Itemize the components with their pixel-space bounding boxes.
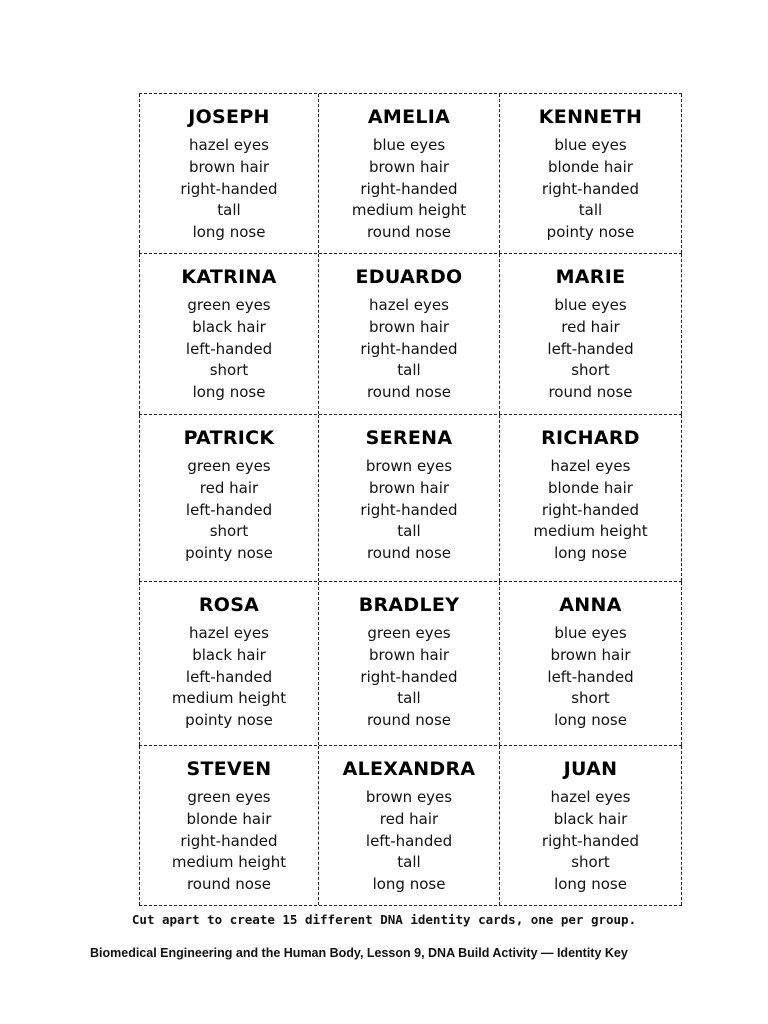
card-trait: hazel eyes [189, 136, 269, 154]
card-trait: long nose [554, 711, 627, 730]
card-trait: blue eyes [372, 136, 446, 154]
card-trait: pointy nose [185, 544, 273, 563]
card-trait: long nose [554, 544, 627, 563]
card-trait: brown hair [368, 317, 450, 336]
card-traits [140, 135, 318, 244]
identity-card [319, 254, 500, 414]
card-trait: black hair [192, 645, 266, 664]
card-trait: right-handed [360, 667, 458, 686]
card-traits [319, 295, 499, 404]
card-trait: blonde hair [548, 478, 633, 497]
card-row [139, 93, 682, 254]
card-trait: tall [578, 201, 603, 220]
card-trait: medium height [533, 522, 648, 541]
card-trait: round nose [366, 223, 452, 242]
card-trait: medium height [171, 689, 287, 708]
card-traits [140, 295, 318, 404]
card-trait: pointy nose [185, 711, 273, 730]
card-traits [500, 135, 681, 244]
card-trait: blue eyes [554, 296, 627, 314]
card-traits [140, 787, 318, 896]
card-trait: right-handed [180, 179, 278, 198]
card-traits [500, 787, 681, 896]
card-name: JUAN [563, 758, 618, 780]
page-footer: Biomedical Engineering and the Human Body, Lesson 9, DNA Build Activity — Identity Key [90, 946, 628, 960]
card-row [139, 254, 682, 415]
identity-card [500, 415, 682, 581]
identity-card-grid [139, 93, 682, 906]
card-trait: green eyes [367, 624, 451, 642]
card-trait: tall [397, 522, 421, 541]
cut-instruction: Cut apart to create 15 different DNA identity cards, one per group. [131, 912, 637, 927]
card-trait: green eyes [187, 457, 271, 475]
card-trait: left-handed [365, 831, 453, 850]
card-trait: right-handed [360, 500, 458, 519]
card-trait: round nose [186, 875, 272, 894]
card-trait: red hair [199, 478, 259, 497]
card-trait: brown eyes [365, 788, 453, 806]
card-trait: right-handed [360, 179, 458, 198]
card-trait: red hair [379, 809, 439, 828]
card-traits [319, 787, 499, 896]
card-traits [140, 456, 318, 565]
card-trait: left-handed [547, 339, 634, 358]
card-trait: tall [397, 689, 421, 708]
card-trait: round nose [366, 711, 452, 730]
card-trait: short [209, 522, 249, 541]
identity-card [319, 94, 500, 253]
identity-card [500, 746, 682, 905]
identity-card [319, 746, 500, 905]
card-name: JOSEPH [188, 106, 270, 128]
card-trait: brown hair [368, 645, 450, 664]
identity-card [139, 746, 319, 905]
identity-card [319, 582, 500, 745]
card-name: SERENA [365, 427, 453, 449]
card-row [139, 582, 682, 746]
identity-card [139, 415, 319, 581]
card-name: ALEXANDRA [342, 758, 476, 780]
card-traits [500, 456, 681, 565]
card-trait: hazel eyes [369, 296, 449, 314]
card-trait: left-handed [185, 339, 273, 358]
card-trait: long nose [192, 223, 266, 242]
card-name: ANNA [559, 594, 622, 616]
card-trait: long nose [192, 383, 266, 402]
card-trait: tall [397, 361, 421, 380]
card-trait: tall [217, 201, 241, 220]
card-trait: brown eyes [365, 457, 453, 475]
card-trait: right-handed [541, 179, 640, 198]
card-trait: round nose [548, 383, 633, 402]
identity-card [139, 254, 319, 414]
card-name: BRADLEY [358, 594, 460, 616]
card-trait: round nose [366, 383, 452, 402]
card-trait: right-handed [360, 339, 458, 358]
card-name: KATRINA [181, 266, 277, 288]
card-traits [319, 623, 499, 732]
card-trait: tall [397, 853, 421, 872]
card-trait: right-handed [541, 831, 640, 850]
card-name: PATRICK [183, 427, 275, 449]
card-trait: right-handed [541, 500, 640, 519]
card-name: ROSA [198, 594, 260, 616]
card-trait: blue eyes [554, 624, 627, 642]
identity-card [139, 582, 319, 745]
card-traits [319, 135, 499, 244]
identity-card [500, 582, 682, 745]
card-traits [500, 623, 681, 732]
card-trait: short [571, 853, 610, 872]
card-trait: long nose [372, 875, 446, 894]
card-trait: left-handed [547, 667, 634, 686]
card-trait: hazel eyes [550, 788, 631, 806]
card-trait: long nose [554, 875, 627, 894]
card-name: KENNETH [538, 106, 643, 128]
card-trait: right-handed [180, 831, 278, 850]
card-trait: blonde hair [186, 809, 272, 828]
card-traits [319, 456, 499, 565]
card-trait: pointy nose [546, 223, 635, 242]
card-trait: brown hair [368, 478, 450, 497]
card-trait: medium height [171, 853, 287, 872]
card-trait: medium height [351, 201, 467, 220]
card-traits [140, 623, 318, 732]
card-trait: short [571, 689, 610, 708]
card-name: RICHARD [541, 427, 640, 449]
identity-card [139, 94, 319, 253]
card-trait: short [209, 361, 249, 380]
card-trait: left-handed [185, 500, 273, 519]
card-trait: brown hair [188, 157, 270, 176]
card-trait: black hair [553, 809, 628, 828]
card-trait: black hair [192, 317, 266, 336]
card-traits [500, 295, 681, 404]
card-name: AMELIA [367, 106, 451, 128]
card-trait: red hair [561, 317, 620, 336]
card-name: EDUARDO [355, 266, 463, 288]
card-name: STEVEN [186, 758, 272, 780]
card-row [139, 746, 682, 906]
card-trait: blue eyes [554, 136, 627, 154]
card-trait: left-handed [185, 667, 273, 686]
card-trait: blonde hair [548, 157, 633, 176]
card-trait: green eyes [187, 296, 271, 314]
card-trait: brown hair [550, 645, 631, 664]
card-trait: green eyes [187, 788, 271, 806]
card-trait: round nose [366, 544, 452, 563]
card-trait: brown hair [368, 157, 450, 176]
card-trait: short [571, 361, 610, 380]
card-name: MARIE [555, 266, 626, 288]
card-row [139, 415, 682, 582]
identity-card [319, 415, 500, 581]
identity-card [500, 254, 682, 414]
card-trait: hazel eyes [189, 624, 269, 642]
card-trait: hazel eyes [550, 457, 631, 475]
identity-card [500, 94, 682, 253]
